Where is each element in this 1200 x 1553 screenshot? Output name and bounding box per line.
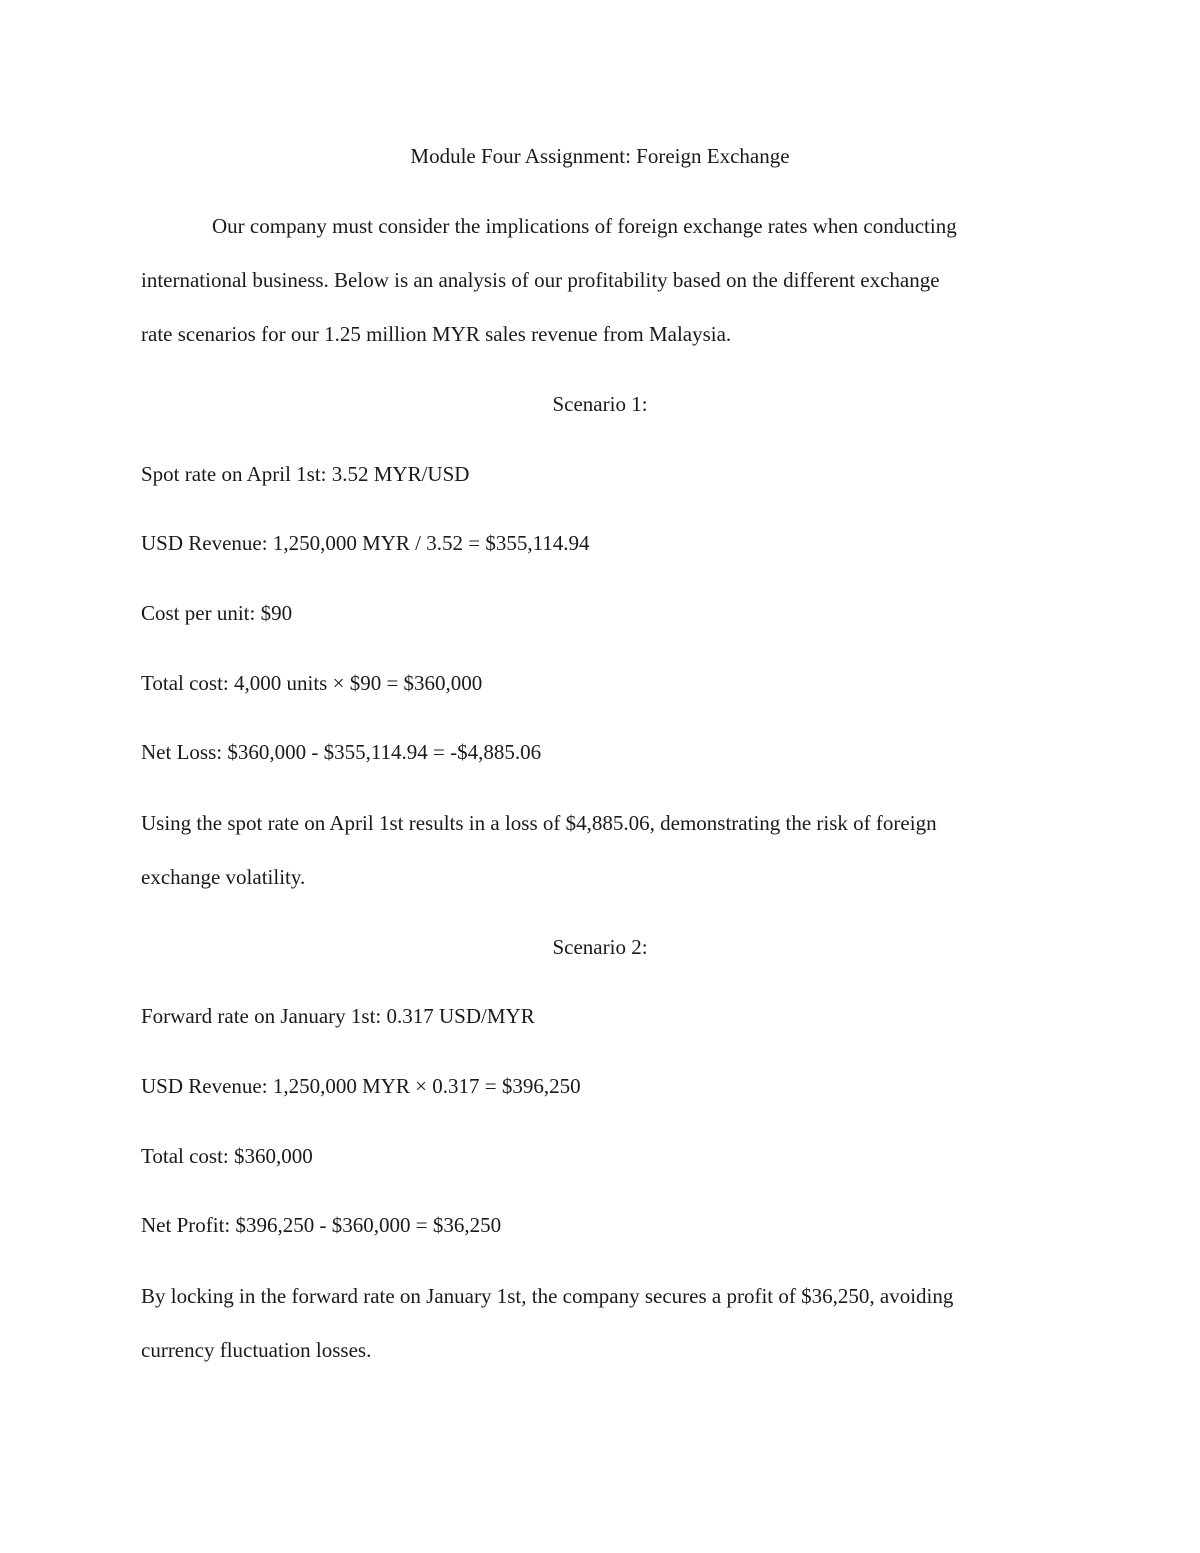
scenario-1-summary-line-1: Using the spot rate on April 1st results in a loss of $4,885.06, demonstrating the risk of foreign xyxy=(141,811,937,835)
scenario-1-summary-line-2: exchange volatility. xyxy=(141,865,306,889)
intro-paragraph-line-1: Our company must consider the implications of foreign exchange rates when conducting xyxy=(212,214,957,238)
scenario-1-usd-revenue: USD Revenue: 1,250,000 MYR / 3.52 = $355,114.94 xyxy=(141,531,590,555)
scenario-2-summary-line-2: currency fluctuation losses. xyxy=(141,1338,372,1362)
scenario-2-forward-rate: Forward rate on January 1st: 0.317 USD/MYR xyxy=(141,1004,535,1028)
scenario-1-heading: Scenario 1: xyxy=(552,392,648,416)
document-title: Module Four Assignment: Foreign Exchange xyxy=(410,144,790,168)
scenario-1-net-loss: Net Loss: $360,000 - $355,114.94 = -$4,885.06 xyxy=(141,740,542,764)
scenario-2-summary-line-1: By locking in the forward rate on January 1st, the company secures a profit of $36,250, avoiding xyxy=(141,1284,954,1308)
intro-paragraph-line-2: international business. Below is an analysis of our profitability based on the different exchange xyxy=(141,268,940,292)
scenario-2-heading: Scenario 2: xyxy=(552,935,648,959)
scenario-1-total-cost: Total cost: 4,000 units × $90 = $360,000 xyxy=(141,671,483,695)
intro-paragraph-line-3: rate scenarios for our 1.25 million MYR sales revenue from Malaysia. xyxy=(141,322,732,346)
scenario-1-cost-per-unit: Cost per unit: $90 xyxy=(141,601,293,625)
scenario-2-usd-revenue: USD Revenue: 1,250,000 MYR × 0.317 = $396,250 xyxy=(141,1074,581,1098)
scenario-2-net-profit: Net Profit: $396,250 - $360,000 = $36,250 xyxy=(141,1213,502,1237)
scenario-2-total-cost: Total cost: $360,000 xyxy=(141,1144,313,1168)
scenario-1-spot-rate: Spot rate on April 1st: 3.52 MYR/USD xyxy=(141,462,470,486)
